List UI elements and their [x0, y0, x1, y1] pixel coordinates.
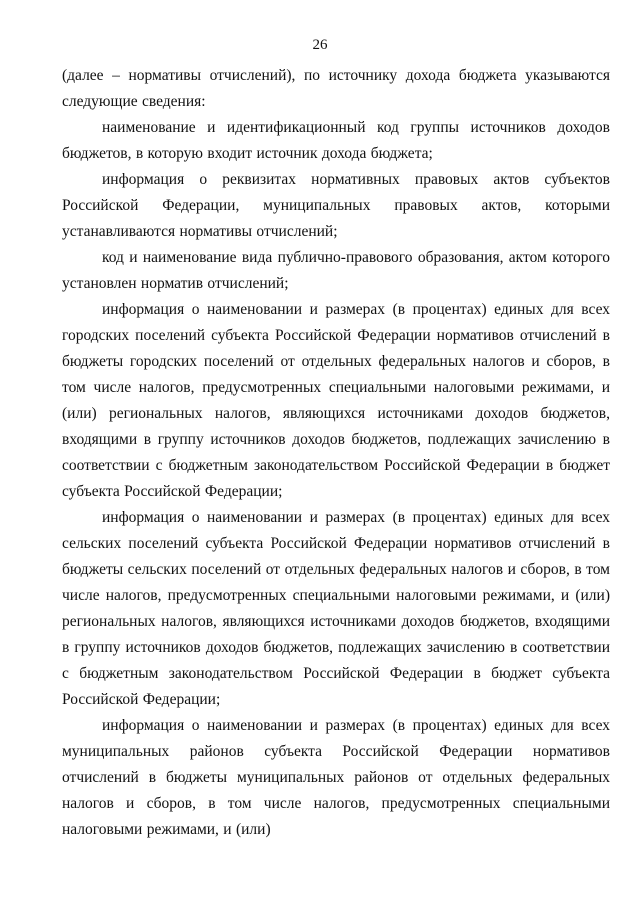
paragraph-entity-code: код и наименование вида публично-правового образования, актом которого установлен норматив отчислений;	[62, 249, 610, 292]
paragraph-rural-settlements: информация о наименовании и размерах (в процентах) единых для всех сельских поселений субъекта Российской Федерации нормативов отчислений в бюджеты сельских поселений от отдельных федеральных налогов и сборов, в том числе налогов, предусмотренных специальными налоговыми режимами, и (или) региональных налогов, являющихся источниками доходов бюджетов, входящими в группу источников доходов бюджетов, подлежащих зачислению в соответствии с бюджетным законодательством Российской Федерации в бюджет субъекта Российской Федерации;	[62, 509, 610, 708]
body-text	[62, 63, 610, 843]
paragraph-source-group: наименование и идентификационный код группы источников доходов бюджетов, в которую входит источник дохода бюджета;	[62, 119, 610, 162]
page-number: 26	[312, 37, 328, 53]
paragraph-municipal-districts: информация о наименовании и размерах (в процентах) единых для всех муниципальных районов субъекта Российской Федерации нормативов отчислений в бюджеты муниципальных районов от отдельных федеральных налогов и сборов, в том числе налогов, предусмотренных специальными налоговыми режимами, и (или)	[62, 717, 610, 838]
paragraph-intro: (далее – нормативы отчислений), по источнику дохода бюджета указываются следующие сведения:	[62, 67, 610, 110]
paragraph-urban-settlements: информация о наименовании и размерах (в процентах) единых для всех городских поселений субъекта Российской Федерации нормативов отчислений в бюджеты городских поселений от отдельных федеральных налогов и сборов, в том числе налогов, предусмотренных специальными налоговыми режимами, и (или) региональных налогов, являющихся источниками доходов бюджетов, входящими в группу источников доходов бюджетов, подлежащих зачислению в соответствии с бюджетным законодательством Российской Федерации в бюджет субъекта Российской Федерации;	[62, 301, 610, 500]
paragraph-legal-acts: информация о реквизитах нормативных правовых актов субъектов Российской Федерации, муниципальных правовых актов, которыми устанавливаются нормативы отчислений;	[62, 171, 610, 240]
